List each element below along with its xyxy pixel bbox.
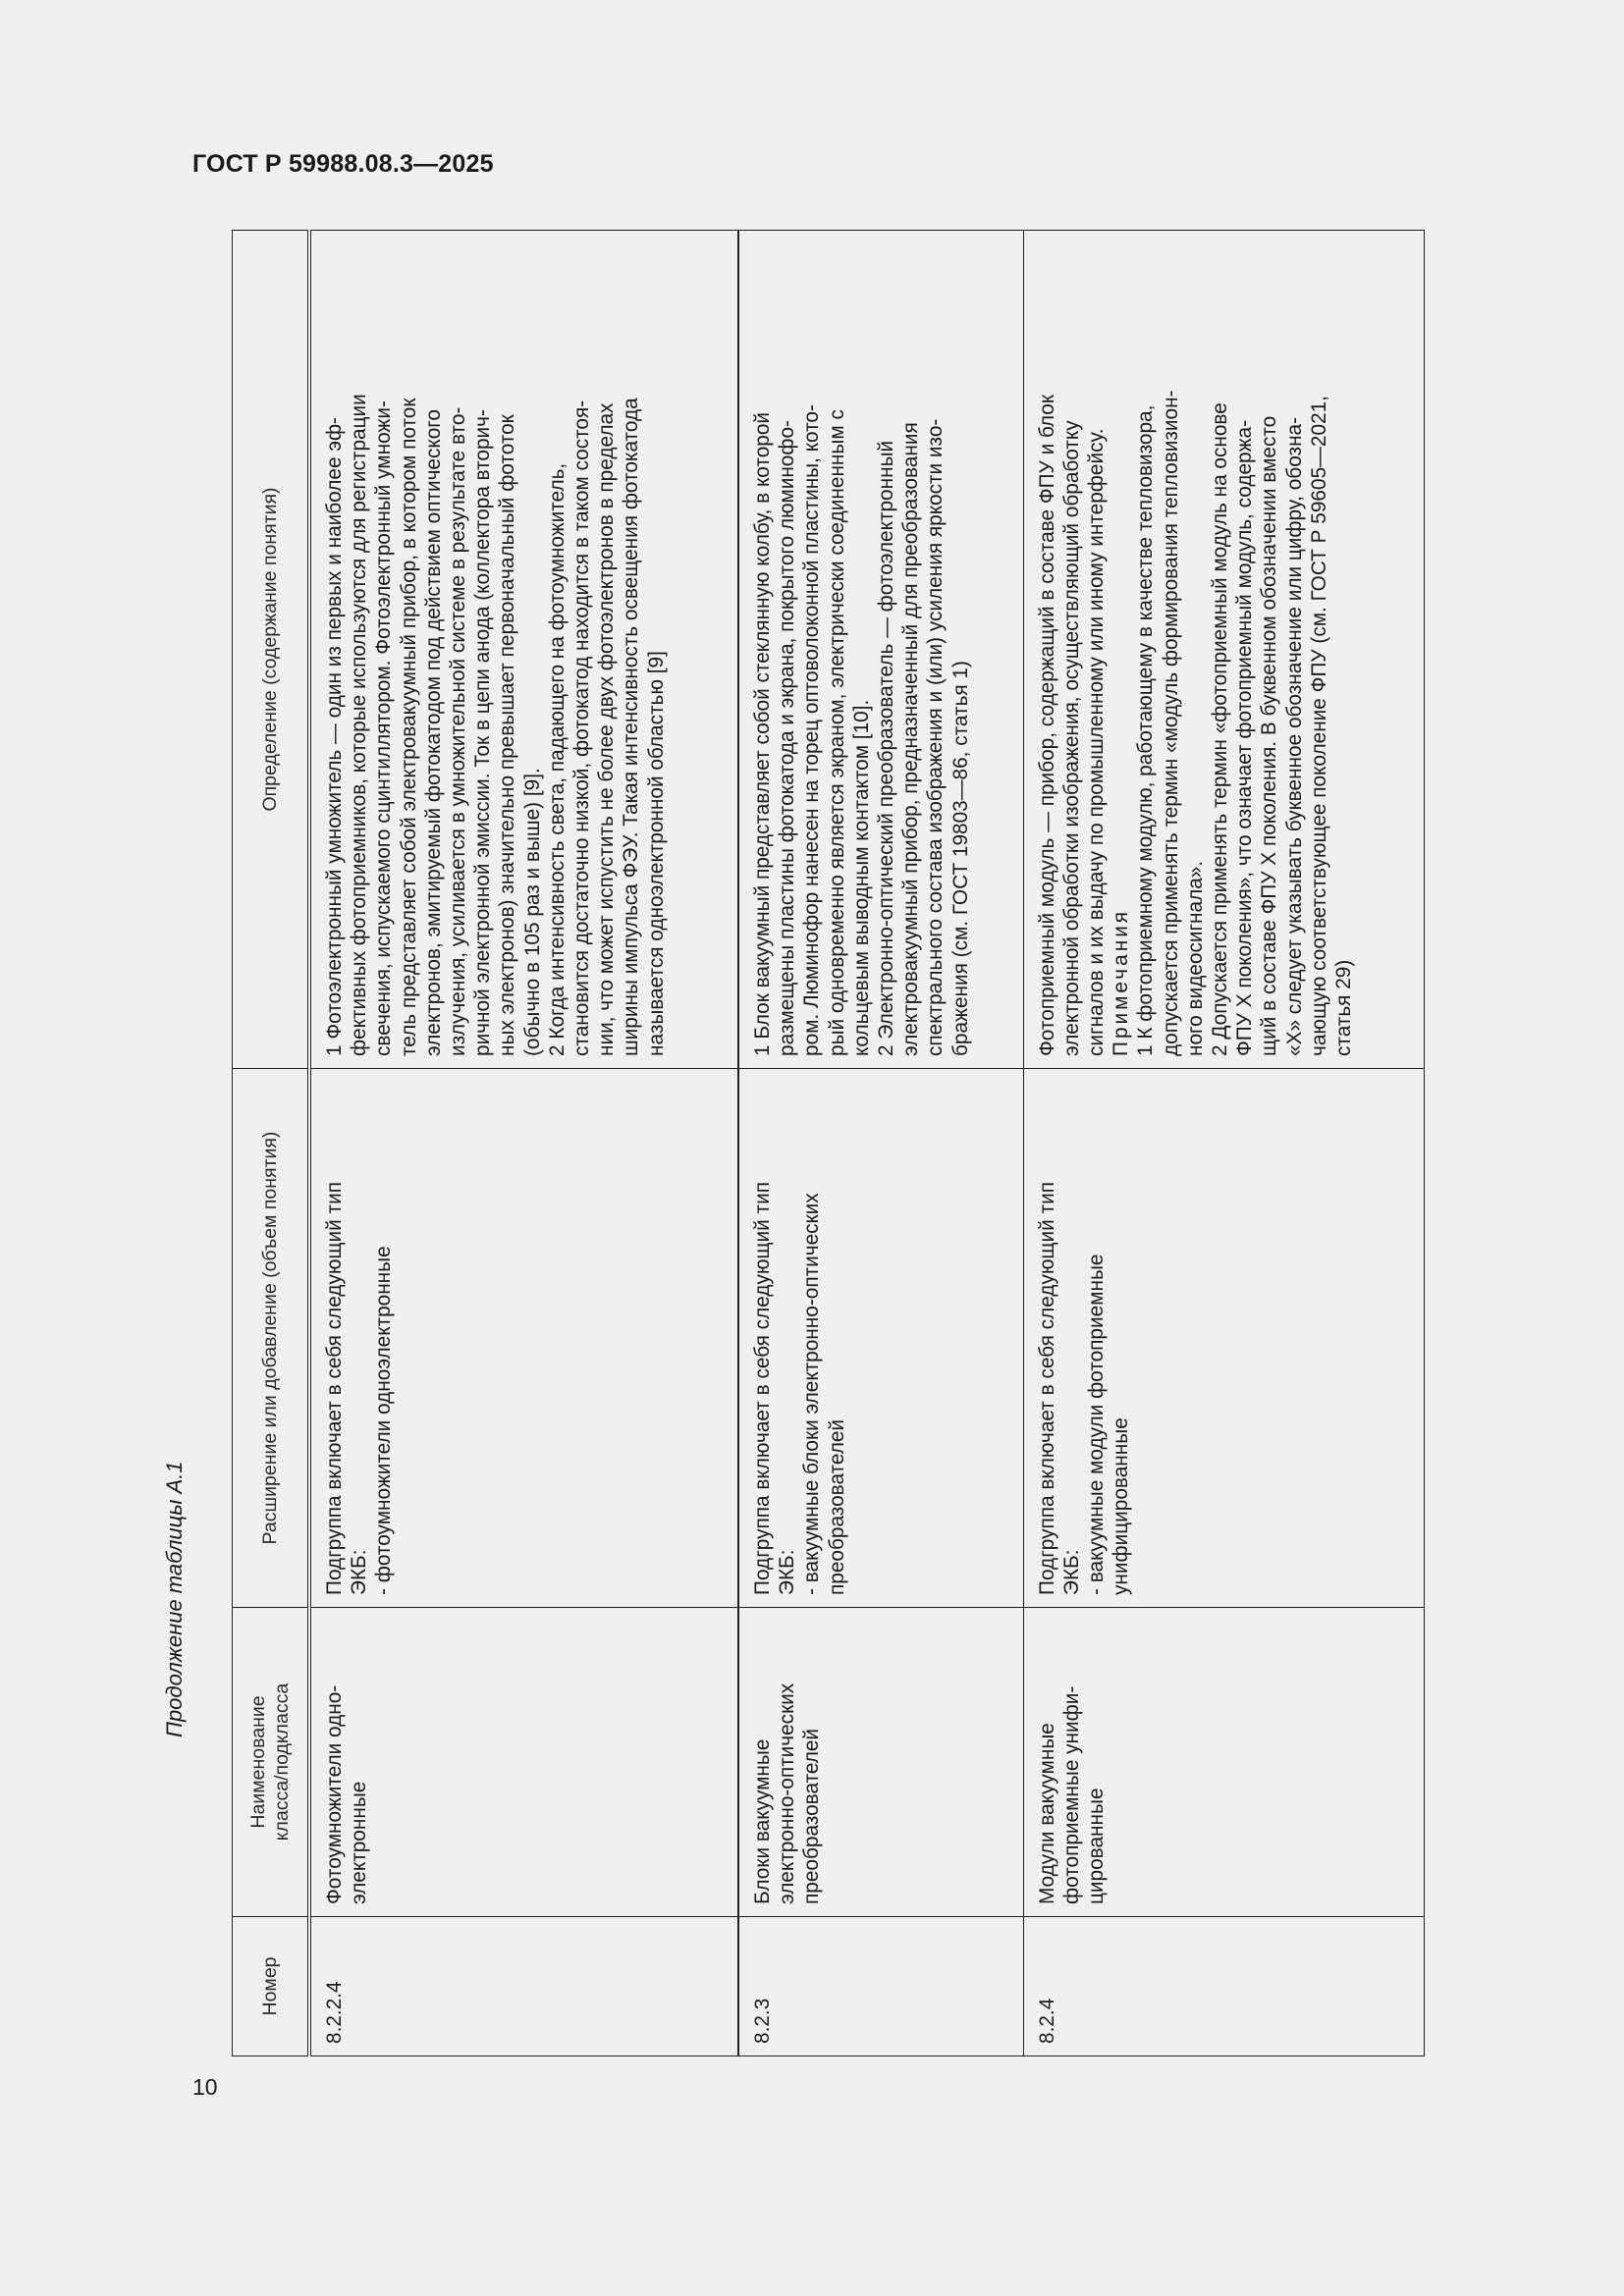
text-line: чающую соответствующее поколение ФПУ (см. ГОСТ Р 59605—2021, (1307, 396, 1330, 1056)
text-line: Подгруппа включает в себя следующий тип (751, 1182, 774, 1595)
cell-extension (1023, 1069, 1425, 1608)
text-line: ЭКБ: (776, 1549, 799, 1595)
header-name-line: Наименование (247, 1695, 269, 1829)
text-line: спектрального состава изображения и (или) усиления яркости изо- (924, 418, 947, 1056)
cell-name (738, 1608, 1023, 1917)
text-line: статья 29) (1331, 959, 1355, 1056)
rotated-table-container (232, 231, 1425, 2056)
cell-definition (738, 231, 1023, 1069)
text-line: становится достаточно низкой, фотокатод находится в таком состоя- (570, 400, 594, 1056)
text-line: ричной электронной эмиссии. Ток в цепи анода (коллектора вторич- (471, 409, 495, 1056)
text-line: Модули вакуумные (1035, 1723, 1058, 1904)
text-line: нии, что может испустить не более двух фотоэлектронов в пределах (595, 402, 619, 1056)
text-line: ром. Люминофор нанесен на торец оптоволоконной пластины, кото- (800, 404, 824, 1056)
text-line: электронной обработки изображения, осуществляющий обработку (1059, 420, 1083, 1056)
text-line: 2 Электронно-оптический преобразователь — фотоэлектронный (875, 440, 898, 1056)
text-line: - фотоумножители одноэлектронные (372, 1246, 396, 1595)
text-line: преобразователей (800, 1728, 824, 1904)
header-number: Номер (233, 1917, 310, 2056)
text-line: 2 Допускается применять термин «фотоприемный модуль на основе (1208, 402, 1231, 1056)
text-line: 1 К фотоприемному модулю, работающему в качестве тепловизора, (1134, 404, 1158, 1056)
text-line: ЭКБ: (348, 1549, 371, 1595)
text-line: (обычно в 105 раз и выше) [9]. (520, 768, 544, 1056)
header-extension: Расширение или добавление (объем понятия) (233, 1069, 310, 1608)
text-line: рый одновременно является экраном, электрически соединенным с (825, 409, 848, 1056)
table-header-row (233, 231, 310, 2056)
text-line: Подгруппа включает в себя следующий тип (1035, 1182, 1058, 1595)
text-line: - вакуумные блоки электронно-оптических (800, 1193, 824, 1595)
text-line: цированные (1084, 1788, 1108, 1904)
text-line: сигналов и их выдачу по промышленному или иному интерфейсу. (1084, 428, 1108, 1056)
text-line: бражения (см. ГОСТ 19803—86, статья 1) (948, 661, 972, 1056)
table-row (1023, 231, 1425, 2056)
text-line: «X» следует указывать буквенное обозначение или цифру, обозна- (1282, 416, 1306, 1056)
text-line: ширины импульса ФЭУ. Такая интенсивность освещения фотокатода (620, 398, 643, 1056)
text-line: Блоки вакуумные (751, 1738, 774, 1904)
header-name (233, 1608, 310, 1917)
text-line: излучения, усиливается в умножительной системе в результате вто- (447, 406, 470, 1056)
text-line: кольцевым выводным контактом [10]. (849, 699, 873, 1056)
text-line: ФПУ X поколения», что означает фотоприемный модуль, содержа- (1233, 419, 1257, 1056)
text-line: ных электронов) значительно превышает первоначальный фототок (496, 414, 519, 1056)
text-line: щий в составе ФПУ X поколения. В буквенном обозначении вместо (1258, 415, 1281, 1056)
text-line: электровакуумный прибор, предназначенный для преобразования (899, 422, 923, 1056)
text-line: электронные (348, 1781, 371, 1904)
table-row (738, 231, 1023, 2056)
text-line: Подгруппа включает в себя следующий тип (323, 1182, 346, 1595)
cell-number: 8.2.2.4 (309, 1917, 738, 2056)
page-number: 10 (192, 2074, 218, 2100)
text-line: - вакуумные модули фотоприемные (1084, 1254, 1108, 1595)
text-line: ного видеосигнала». (1183, 860, 1207, 1056)
text-line: ЭКБ: (1059, 1549, 1083, 1595)
header-name-line: класса/подкласса (271, 1682, 293, 1842)
text-line: электронно-оптических (776, 1682, 799, 1904)
cell-definition (1023, 231, 1425, 1069)
cell-name (1023, 1608, 1425, 1917)
classification-table (232, 230, 1425, 2056)
header-definition: Определение (содержание понятия) (233, 231, 310, 1069)
text-line: электронов, эмитируемый фотокатодом под действием оптического (421, 409, 445, 1056)
notes-heading: Примечания (1110, 908, 1133, 1056)
table-caption: Продолжение таблицы А.1 (162, 1461, 187, 1737)
cell-name (309, 1608, 738, 1917)
text-line: Фотоумножители одно- (323, 1684, 346, 1904)
document-header: ГОСТ Р 59988.08.3—2025 (192, 150, 494, 178)
text-line: называется одноэлектронной областью [9] (644, 651, 668, 1056)
text-line: фективных фотоприемников, которые используются для регистрации (348, 394, 371, 1056)
text-line: допускается применять термин «модуль формирования тепловизион- (1159, 390, 1182, 1056)
text-line: преобразователей (825, 1418, 848, 1595)
table-caption-wrapper (162, 1443, 219, 1737)
cell-number: 8.2.3 (738, 1917, 1023, 2056)
text-line: фотоприемные унифи- (1059, 1685, 1083, 1904)
cell-number: 8.2.4 (1023, 1917, 1425, 2056)
text-line: размещены пластины фотокатода и экрана, покрытого люминофо- (776, 420, 799, 1056)
text-line: тель представляет собой электровакуумный прибор, в котором поток (397, 398, 420, 1056)
text-line: 2 Когда интенсивность света, падающего на фотоумножитель, (545, 462, 568, 1056)
table-row (309, 231, 738, 2056)
cell-extension (738, 1069, 1023, 1608)
text-line: свечения, испускаемого сцинтиллятором. Фотоэлектронный умножи- (372, 400, 396, 1056)
text-line: 1 Фотоэлектронный умножитель — один из первых и наиболее эф- (323, 417, 346, 1056)
text-line: унифицированные (1110, 1417, 1133, 1595)
text-line: 1 Блок вакуумный представляет собой стеклянную колбу, в которой (751, 411, 774, 1056)
text-line: Фотоприемный модуль — прибор, содержащий в составе ФПУ и блок (1035, 395, 1058, 1056)
cell-definition (309, 231, 738, 1069)
cell-extension (309, 1069, 738, 1608)
